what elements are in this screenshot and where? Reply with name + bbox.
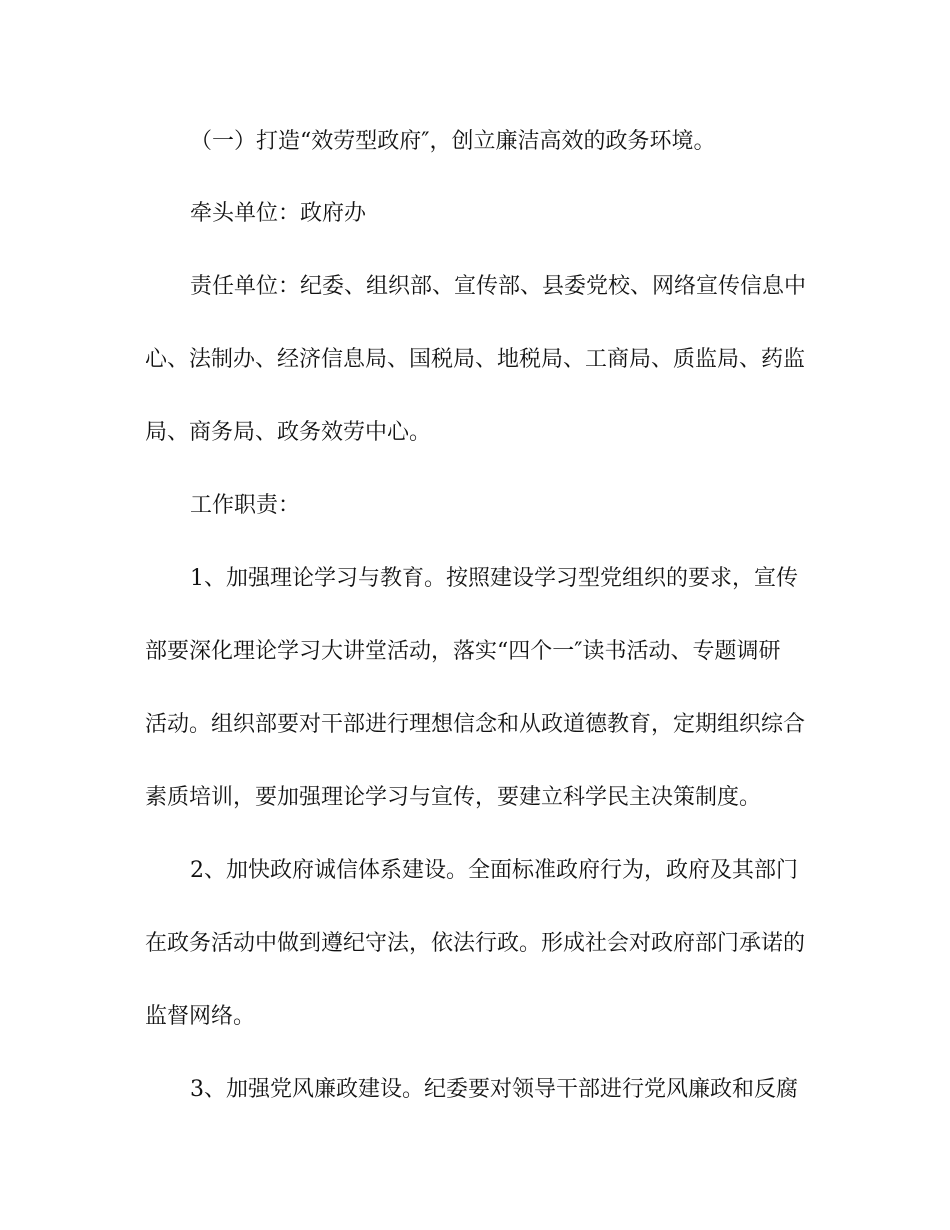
duties-heading: 工作职责： <box>190 493 301 518</box>
item-1-line-3: 活动。组织部要对干部进行理想信念和从政道德教育，定期组织综合 <box>145 712 806 737</box>
item-1-line-4: 素质培训，要加强理论学习与宣传，要建立科学民主决策制度。 <box>145 785 762 810</box>
item-1-line-2: 部要深化理论学习大讲堂活动，落实“四个一″读书活动、专题调研 <box>145 639 781 664</box>
responsible-units-line-2: 心、法制办、经济信息局、国税局、地税局、工商局、质监局、药监 <box>145 347 806 372</box>
responsible-units-line-3: 局、商务局、政务效劳中心。 <box>145 420 432 445</box>
lead-unit-line: 牵头单位：政府办 <box>190 201 367 226</box>
item-2-line-2: 在政务活动中做到遵纪守法，依法行政。形成社会对政府部门承诺的 <box>145 931 806 956</box>
item-3-line-1: 3、加强党风廉政建设。纪委要对领导干部进行党风廉政和反腐 <box>190 1077 798 1102</box>
item-2-line-1: 2、加快政府诚信体系建设。全面标准政府行为，政府及其部门 <box>190 858 798 883</box>
item-2-line-3: 监督网络。 <box>145 1004 256 1029</box>
responsible-units-line-1: 责任单位：纪委、组织部、宣传部、县委党校、网络宣传信息中 <box>190 274 807 299</box>
item-1-line-1: 1、加强理论学习与教育。按照建设学习型党组织的要求，宣传 <box>190 566 798 591</box>
section-heading: （一）打造“效劳型政府″，创立廉洁高效的政务环境。 <box>190 129 716 154</box>
